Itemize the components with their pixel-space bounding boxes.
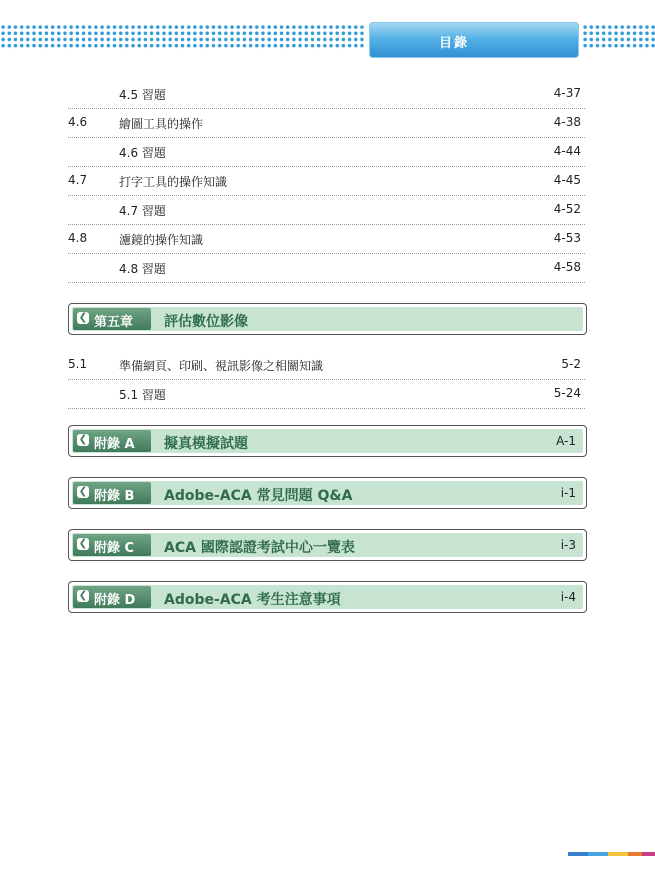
appendix-page: i-1 [560, 486, 576, 500]
appendix-banner[interactable] [68, 529, 587, 561]
footer-strip-lightblue [588, 852, 608, 856]
chapter-banner[interactable] [68, 303, 587, 335]
chevron-left-icon: ❮ [78, 590, 88, 601]
toc-row-title: 打字工具的操作知識 [119, 175, 228, 189]
toc-row-page: 4-53 [553, 231, 581, 245]
toc-row-page: 4-44 [553, 144, 581, 158]
appendix-title: 擬真模擬試題 [164, 436, 248, 452]
footer-strip-orange [628, 852, 642, 856]
appendix-badge [73, 430, 151, 452]
toc-row-title: 5.1 習題 [119, 388, 166, 402]
toc-row-page: 4-37 [553, 86, 581, 100]
toc-row[interactable] [68, 253, 585, 283]
toc-row[interactable] [68, 224, 585, 254]
toc-row-title: 4.8 習題 [119, 262, 166, 276]
appendix-title: Adobe-ACA 常見問題 Q&A [164, 488, 353, 504]
header-tab [369, 22, 579, 58]
toc-row-number: 4.7 [68, 173, 88, 187]
appendix-page: i-3 [560, 538, 576, 552]
toc-row-page: 5-24 [553, 386, 581, 400]
chapter-badge [73, 308, 151, 330]
chevron-left-icon: ❮ [78, 538, 88, 549]
toc-row-page: 4-58 [553, 260, 581, 274]
footer-strip-blue [568, 852, 588, 856]
toc-row[interactable] [68, 137, 585, 167]
toc-row-number: 4.8 [68, 231, 88, 245]
toc-row[interactable] [68, 108, 585, 138]
header-title: 目錄 [438, 36, 469, 51]
footer-strip-yellow [608, 852, 628, 856]
toc-row-title: 4.5 習題 [119, 88, 166, 102]
appendix-badge-label: 附錄 A [94, 437, 135, 452]
appendix-badge [73, 586, 151, 608]
toc-row-number: 5.1 [68, 357, 88, 371]
toc-row-title: 繪圖工具的操作 [119, 117, 204, 131]
appendix-banner[interactable] [68, 477, 587, 509]
footer-strip-magenta [642, 852, 655, 856]
toc-row[interactable] [68, 166, 585, 196]
appendix-badge [73, 482, 151, 504]
chevron-left-icon: ❮ [78, 312, 88, 323]
toc-row-page: 4-38 [553, 115, 581, 129]
toc-row[interactable] [68, 379, 585, 409]
appendix-banner[interactable] [68, 581, 587, 613]
toc-row-title: 4.7 習題 [119, 204, 166, 218]
chapter-title: 評估數位影像 [164, 314, 248, 330]
header-dots-left [0, 24, 365, 50]
appendix-title: Adobe-ACA 考生注意事項 [164, 592, 341, 608]
toc-row-page: 5-2 [561, 357, 581, 371]
header-dots-right [582, 24, 655, 50]
toc-row-page: 4-52 [553, 202, 581, 216]
toc-row-number: 4.6 [68, 115, 88, 129]
toc-row[interactable] [68, 195, 585, 225]
toc-row[interactable] [68, 79, 585, 109]
chapter-badge-label: 第五章 [94, 315, 134, 330]
appendix-badge-label: 附錄 B [94, 489, 135, 504]
toc-row-title: 濾鏡的操作知識 [119, 233, 204, 247]
toc-row-page: 4-45 [553, 173, 581, 187]
appendix-title: ACA 國際認證考試中心一覽表 [164, 540, 355, 556]
appendix-page: i-4 [560, 590, 576, 604]
toc-row-title: 4.6 習題 [119, 146, 166, 160]
chevron-left-icon: ❮ [78, 434, 88, 445]
chevron-left-icon: ❮ [78, 486, 88, 497]
toc-row[interactable] [68, 350, 585, 380]
appendix-page: A-1 [556, 434, 576, 448]
appendix-banner[interactable] [68, 425, 587, 457]
appendix-badge-label: 附錄 C [94, 541, 135, 556]
appendix-badge [73, 534, 151, 556]
toc-row-title: 準備網頁、印刷、視訊影像之相關知識 [119, 359, 324, 373]
appendix-badge-label: 附錄 D [94, 593, 136, 608]
